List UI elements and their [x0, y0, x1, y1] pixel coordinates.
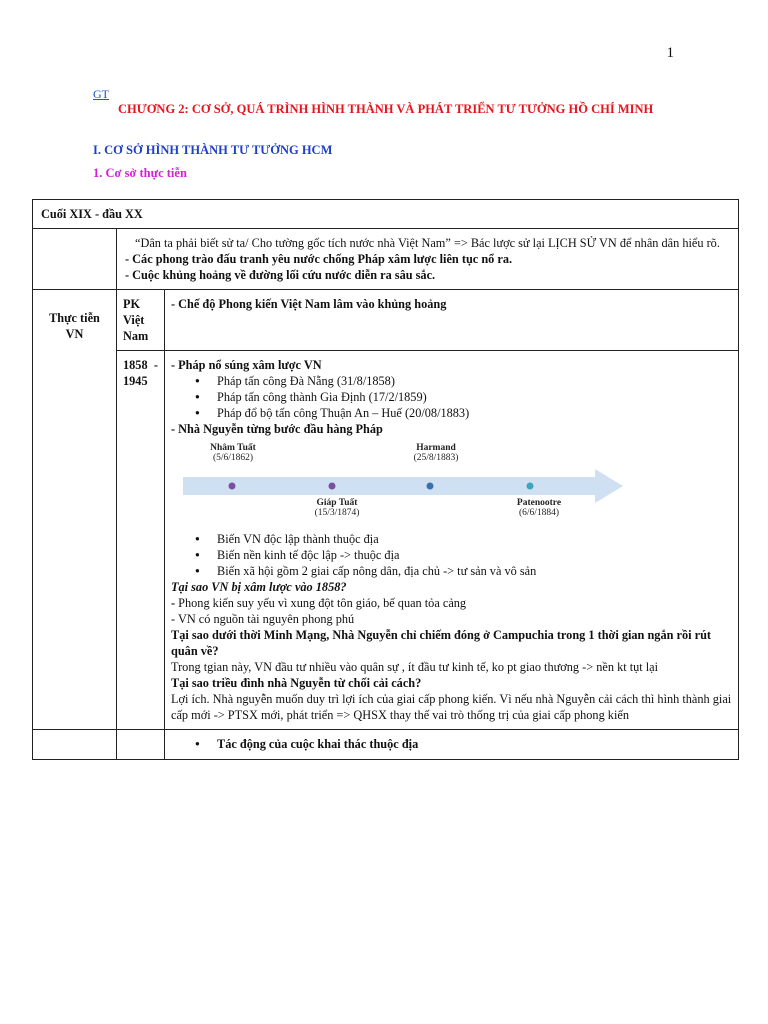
empty-cell [117, 730, 165, 760]
table-header-row [33, 200, 739, 229]
timeline-dot-giap-tuat [329, 483, 336, 490]
empty-cell [33, 229, 117, 290]
treaty-timeline [171, 441, 732, 527]
timeline-label-2-name: Giáp Tuất [316, 498, 358, 508]
list-item: ● Pháp tấn công thành Gia Định (17/2/1859) [217, 389, 732, 405]
table-row-last [33, 730, 739, 760]
question-3: Tại sao triều đình nhà Nguyễn từ chối cải cách? [171, 676, 422, 690]
period-heading: - Pháp nổ súng xâm lược VN [171, 358, 322, 372]
table-row-pk [33, 290, 739, 351]
page-number: 1 [666, 45, 674, 61]
changes-list [171, 531, 732, 579]
timeline-dot-patenootre [527, 483, 534, 490]
chapter-title: CHƯƠNG 2: CƠ SỞ, QUÁ TRÌNH HÌNH THÀNH VÀ PHÁT TRIỂN TƯ TƯỞNG HỒ CHÍ MINH [118, 102, 654, 116]
timeline-dot-nham-tuat [229, 483, 236, 490]
answer-1a-text: Phong kiến suy yếu vì xung đột tôn giáo, bế quan tỏa cảng [178, 596, 467, 610]
list-item: ● Tác động của cuộc khai thác thuộc địa [217, 736, 732, 752]
history-table [32, 199, 739, 760]
list-item: ● Biến VN độc lập thành thuộc địa [217, 531, 732, 547]
period-label-cell [117, 351, 165, 730]
pk-label: PK Việt Nam [117, 290, 165, 351]
answer-3: Lợi ích. Nhà nguyễn muốn duy trì lợi ích của giai cấp phong kiến. Vì nếu nhà Nguyễn cải cách thì hình thành giai cấp mới -> PTSX mới, phát triển => QHSX thay thế vai trò thống trị của giai cấp phong kiến [171, 692, 732, 722]
list-item: ● Biến xã hội gồm 2 giai cấp nông dân, địa chủ -> tư sản và vô sản [217, 563, 732, 579]
intro-line-3: - Cuộc khủng hoảng về đường lối cứu nước diễn ra sâu sắc. [125, 268, 436, 282]
list-item: ● Biến nền kinh tế độc lập -> thuộc địa [217, 547, 732, 563]
section-title: I. CƠ SỞ HÌNH THÀNH TƯ TƯỞNG HCM [93, 143, 333, 157]
answer-1b: - VN có nguồn tài nguyên phong phú [171, 612, 355, 626]
answer-2: Trong tgian này, VN đầu tư nhiều vào quân sự , ít đầu tư kinh tế, ko pt giao thương -> nền kt tụt lại [171, 660, 659, 674]
intro-line-2: - Các phong trào đấu tranh yêu nước chống Pháp xâm lược liên tục nổ ra. [125, 252, 513, 266]
question-1: Tại sao VN bị xâm lược vào 1858? [171, 580, 347, 594]
answer-1a [171, 595, 732, 611]
timeline-dot-harmand [427, 483, 434, 490]
timeline-graphic [171, 441, 631, 527]
pk-text: - Chế độ Phong kiến Việt Nam lâm vào khủng hoảng [165, 290, 739, 351]
table-row-period [33, 351, 739, 730]
period-label-end: 1945 [123, 374, 148, 388]
gt-link[interactable]: GT [93, 87, 109, 101]
period-label-dash: - [153, 358, 158, 372]
row-label-cell [33, 290, 117, 730]
timeline-label-2-date: (15/3/1874) [314, 508, 360, 518]
timeline-label-1-date: (5/6/1862) [212, 453, 254, 463]
answer-1a-dash: - [171, 596, 179, 610]
row-label: Thực tiễn VN [49, 311, 100, 341]
question-2: Tại sao dưới thời Minh Mạng, Nhà Nguyễn chỉ chiếm đóng ở Campuchia trong 1 thời gian ngắn rồi rút quân về? [171, 628, 711, 658]
timeline-label-3-date: (25/8/1883) [413, 453, 459, 463]
period-label-start: 1858 [123, 358, 148, 372]
surrender-heading: - Nhà Nguyễn từng bước đầu hàng Pháp [171, 422, 383, 436]
intro-cell [117, 229, 739, 290]
period-content-cell [165, 351, 739, 730]
timeline-label-3-name: Harmand [416, 443, 456, 453]
timeline-label-1-name: Nhâm Tuất [210, 443, 256, 453]
attacks-list [171, 373, 732, 421]
last-row-list [171, 736, 732, 752]
empty-cell [33, 730, 117, 760]
subsection-title: 1. Cơ sở thực tiễn [93, 166, 187, 180]
intro-quote: “Dân ta phải biết sử ta/ Cho tường gốc tích nước nhà Việt Nam” => Bác lược sử lại LỊCH SỬ VN để nhân dân hiểu rõ. [135, 236, 720, 250]
list-item: ● Pháp đổ bộ tấn công Thuận An – Huế (20/08/1883) [217, 405, 732, 421]
last-row-cell [165, 730, 739, 760]
list-item: ● Pháp tấn công Đà Nẵng (31/8/1858) [217, 373, 732, 389]
table-row-intro [33, 229, 739, 290]
timeline-label-4-date: (6/6/1884) [518, 508, 560, 518]
timeline-label-4-name: Patenootre [516, 498, 562, 508]
table-header: Cuối XIX - đầu XX [33, 200, 739, 229]
